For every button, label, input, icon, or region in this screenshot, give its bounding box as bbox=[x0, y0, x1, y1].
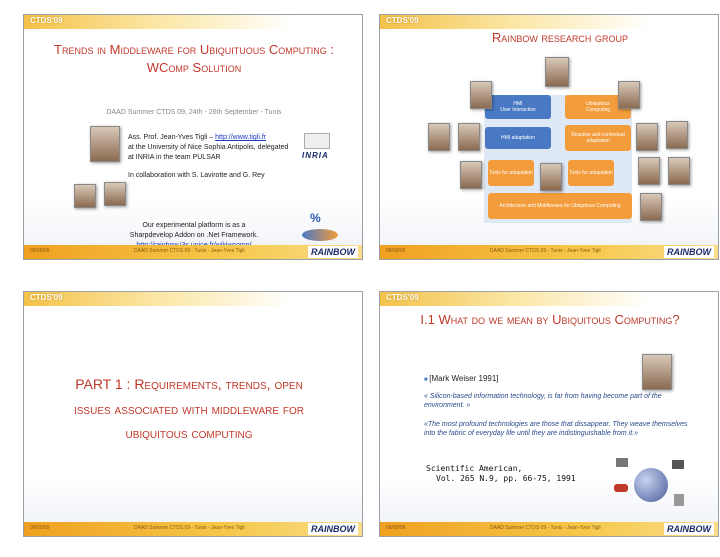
slide-subtitle: DAAD Summer CTDS 09, 24th - 26th September - Tunis bbox=[106, 109, 282, 116]
slide-title: PART 1 : Requirements, trends, open issues associated with middleware for ubiquitous computing bbox=[73, 376, 305, 441]
slide-2[interactable] bbox=[379, 14, 719, 260]
member-photo bbox=[428, 123, 450, 151]
bullet-weiser bbox=[424, 374, 499, 383]
collaboration-text: In collaboration with S. Lavirotte and G. Rey bbox=[128, 172, 265, 179]
slide-footer bbox=[380, 245, 718, 259]
slide-header-bar bbox=[24, 15, 362, 29]
slide-title: Rainbow research group bbox=[491, 30, 629, 45]
university-logo bbox=[304, 133, 330, 149]
slide-title: I.1 What do we mean by Ubiquitous Computing? bbox=[420, 312, 680, 327]
quote-2: «The most profound technologies are those that dissappear. They weave themselves into the fabric of everyday life until they are indistinguishable from it.» bbox=[424, 421, 688, 438]
rainbow-logo: RAINBOW bbox=[308, 523, 358, 535]
footer-date: 08/09/09 bbox=[386, 248, 406, 254]
author-photo bbox=[90, 126, 120, 162]
bullet-marker: ■ bbox=[424, 377, 430, 383]
member-photo bbox=[640, 193, 662, 221]
footer-event: DAAD Summer CTDS 09 - Tunis - Jean-Yves Tigli bbox=[490, 248, 601, 254]
ref-journal: Scientific American, bbox=[426, 464, 523, 473]
slide-footer bbox=[24, 245, 362, 259]
platform-line-2: Sharpdevelop Addon on .Net Framework. bbox=[129, 231, 259, 239]
footer-event: DAAD Summer CTDS 09 - Tunis - Jean-Yves Tigli bbox=[134, 248, 245, 254]
author-link[interactable]: http://www.tigli.fr bbox=[215, 134, 267, 141]
slide-footer bbox=[24, 522, 362, 536]
slide-1[interactable] bbox=[23, 14, 363, 260]
box-hmi-adaptation: HMI adaptation bbox=[485, 127, 551, 149]
globe-icon bbox=[634, 468, 668, 502]
member-photo bbox=[458, 123, 480, 151]
column-ubiquitous: Ubiquitous Computing bbox=[565, 95, 631, 119]
inria-logo: INRIA bbox=[302, 151, 329, 160]
footer-date: 08/09/09 bbox=[386, 525, 406, 531]
member-photo bbox=[638, 157, 660, 185]
conference-tag: CTDS'09 bbox=[30, 16, 63, 25]
slide-3[interactable] bbox=[23, 291, 363, 537]
device-icon bbox=[616, 458, 628, 467]
author-info bbox=[128, 133, 288, 163]
footer-date: 08/09/09 bbox=[30, 248, 50, 254]
slide-title: Trends in Middleware for Ubiquituous Computing : WComp Solution bbox=[54, 42, 335, 75]
member-photo bbox=[636, 123, 658, 151]
slide-header-bar bbox=[380, 292, 718, 306]
ubicomp-illustration bbox=[612, 454, 692, 514]
author-line-2: at the University of Nice Sophia Antipolis, delegated bbox=[128, 144, 289, 152]
footer-event: DAAD Summer CTDS 09 - Tunis - Jean-Yves Tigli bbox=[490, 525, 601, 531]
bullet-text: [Mark Weiser 1991] bbox=[429, 374, 499, 383]
member-photo bbox=[668, 157, 690, 185]
i3s-logo: % bbox=[310, 211, 321, 225]
conference-tag: CTDS'09 bbox=[386, 16, 419, 25]
column-hmi: HMI User Interaction bbox=[485, 95, 551, 119]
member-photo bbox=[460, 161, 482, 189]
rainbow-logo: RAINBOW bbox=[664, 246, 714, 258]
slide-4[interactable] bbox=[379, 291, 719, 537]
rainbow-logo: RAINBOW bbox=[664, 523, 714, 535]
conference-tag: CTDS'09 bbox=[386, 293, 419, 302]
author-line-1: Ass. Prof. Jean-Yves Tigli – bbox=[128, 134, 216, 141]
author-line-3: at INRIA in the team PULSAR bbox=[128, 154, 221, 162]
collaborator-photo-2 bbox=[104, 182, 126, 206]
car-icon bbox=[614, 484, 628, 492]
box-architecture: Architecture and Middleware for Ubiquitous Computing bbox=[488, 193, 632, 219]
box-tools-2: Tools for adaptation bbox=[568, 160, 614, 186]
box-reactive-adaptation: Reactive and contextual adaptation bbox=[565, 125, 631, 151]
slide-header-bar bbox=[380, 15, 718, 29]
rainbow-logo: RAINBOW bbox=[308, 246, 358, 258]
conference-tag: CTDS'09 bbox=[30, 293, 63, 302]
device-icon bbox=[672, 460, 684, 469]
collaborator-photo-1 bbox=[74, 184, 96, 208]
member-photo bbox=[545, 57, 569, 87]
member-photo bbox=[666, 121, 688, 149]
weiser-photo bbox=[642, 354, 672, 390]
member-photo bbox=[618, 81, 640, 109]
footer-event: DAAD Summer CTDS 09 - Tunis - Jean-Yves Tigli bbox=[134, 525, 245, 531]
member-photo bbox=[470, 81, 492, 109]
platform-line-1: Our experimental platform is as a bbox=[142, 222, 246, 229]
quote-1: « Silicon-based information technology, is far from having become part of the environment. » bbox=[424, 393, 662, 410]
member-photo bbox=[540, 163, 562, 191]
device-icon bbox=[674, 494, 684, 506]
footer-date: 08/09/09 bbox=[30, 525, 50, 531]
ref-volume: Vol. 265 N.9, pp. 66-75, 1991 bbox=[436, 474, 576, 483]
box-tools-1: Tools for adaptation bbox=[488, 160, 534, 186]
i3s-swoosh bbox=[302, 229, 338, 241]
slide-header-bar bbox=[24, 292, 362, 306]
slide-footer bbox=[380, 522, 718, 536]
